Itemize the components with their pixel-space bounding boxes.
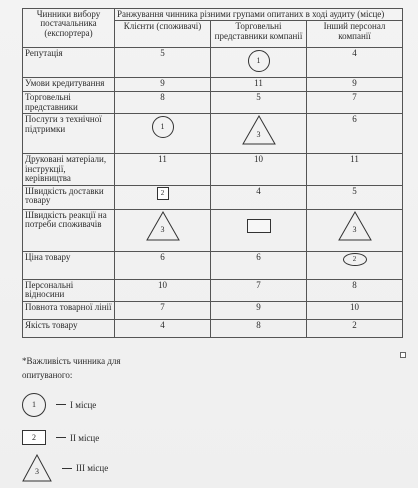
resize-handle-marker: [400, 352, 406, 358]
rank-cell: [307, 319, 403, 337]
factor-cell: Репутація: [23, 48, 115, 78]
square-symbol-icon: 2: [22, 430, 46, 445]
rank-cell: [115, 209, 211, 251]
rank-value: 9: [352, 78, 357, 89]
rank-cell: [115, 114, 211, 154]
factor-cell: Якість товару: [23, 319, 115, 337]
empty-rank-box-icon: [247, 219, 271, 233]
legend-label-third: ІІІ місце: [76, 463, 109, 473]
factor-cell: Торговельні представники: [23, 92, 115, 114]
rank-cell: [211, 251, 307, 279]
legend-label-second: ІІ місце: [70, 432, 100, 443]
rank-cell: [307, 154, 403, 185]
rank-cell: [307, 185, 403, 209]
triangle-symbol-icon: 3: [22, 454, 52, 482]
rank-cell: [307, 48, 403, 78]
table-row: [23, 48, 403, 78]
rank-cell: [115, 251, 211, 279]
rank-cell: [211, 48, 307, 78]
rank-cell: [115, 319, 211, 337]
second-place-square-icon: 2: [157, 187, 169, 200]
legend-item-third: [22, 454, 108, 482]
third-place-triangle-icon: 3: [242, 115, 276, 145]
rank-cell: [115, 185, 211, 209]
first-place-circle-icon: 1: [152, 116, 174, 138]
second-place-oval-icon: 2: [343, 253, 367, 266]
rank-cell: [211, 301, 307, 319]
rank-value: 6: [256, 251, 261, 262]
rank-value: 11: [350, 154, 359, 165]
table-header-row: [23, 9, 403, 21]
legend: [22, 354, 322, 476]
rank-value: 6: [160, 251, 165, 262]
table-row: [23, 154, 403, 185]
corner-header: Чинники вибору постачальника (експортера): [23, 9, 115, 48]
rank-cell: [211, 185, 307, 209]
factor-cell: Персональні відносини: [23, 279, 115, 301]
rank-value: 4: [160, 319, 165, 330]
subheader-clients: Клієнти (споживачі): [115, 21, 211, 48]
subheader-sales-reps: Торговельні представники компанії: [211, 21, 307, 48]
rank-cell: [211, 78, 307, 92]
circle-symbol-icon: 1: [22, 393, 46, 417]
factor-cell: Ціна товару: [23, 251, 115, 279]
table-row: [23, 185, 403, 209]
factor-cell: Швидкість доставки товару: [23, 185, 115, 209]
legend-item-first: [22, 392, 96, 417]
rank-value: 11: [158, 154, 167, 165]
rank-cell: [115, 301, 211, 319]
rank-value: 7: [160, 301, 165, 312]
legend-note-line2: опитуваного:: [22, 370, 73, 381]
rank-value: 4: [352, 48, 357, 59]
rank-value: 5: [160, 48, 165, 59]
rank-cell: [115, 154, 211, 185]
rank-value: 7: [256, 279, 261, 290]
third-place-triangle-icon: 3: [146, 211, 180, 241]
legend-label-first: І місце: [70, 399, 97, 410]
table-row: [23, 251, 403, 279]
rank-cell: [307, 78, 403, 92]
first-place-circle-icon: 1: [248, 50, 270, 72]
rank-value: 4: [256, 185, 261, 196]
rank-cell: [307, 114, 403, 154]
rank-value: 8: [160, 92, 165, 103]
rank-value: 10: [350, 301, 359, 312]
rank-value: 8: [256, 319, 261, 330]
rank-value: 6: [352, 114, 357, 125]
rank-value: 8: [352, 279, 357, 290]
table-row: [23, 301, 403, 319]
rank-cell: [307, 209, 403, 251]
factor-cell: Послуги з технічної підтримки: [23, 114, 115, 154]
rank-cell: [307, 301, 403, 319]
rank-value: 5: [256, 92, 261, 103]
table-row: [23, 209, 403, 251]
rank-cell: [211, 279, 307, 301]
third-place-triangle-icon: 3: [338, 211, 372, 241]
rank-cell: [211, 319, 307, 337]
rank-cell: [307, 92, 403, 114]
rank-cell: [307, 279, 403, 301]
rank-value: 7: [352, 92, 357, 103]
rank-cell: [211, 154, 307, 185]
rank-value: 11: [254, 78, 263, 89]
legend-dash: [56, 404, 66, 405]
table-row: [23, 114, 403, 154]
rank-value: 10: [158, 279, 167, 290]
legend-item-second: [22, 430, 99, 445]
rank-value: 9: [160, 78, 165, 89]
rank-cell: [115, 92, 211, 114]
rank-cell: [211, 92, 307, 114]
legend-dash: [56, 437, 66, 438]
table-row: [23, 78, 403, 92]
rank-cell: [211, 209, 307, 251]
table-row: [23, 279, 403, 301]
rank-value: 10: [254, 154, 263, 165]
table-row: [23, 92, 403, 114]
main-header: Ранжування чинника різними групами опитаних в ході аудиту (місце): [115, 9, 403, 21]
table-body: [23, 48, 403, 337]
ranking-table: [22, 8, 403, 338]
factor-cell: Друковані матеріали, інструкції, керівництва: [23, 154, 115, 185]
rank-cell: [115, 48, 211, 78]
legend-dash: [62, 468, 72, 469]
factor-cell: Умови кредитування: [23, 78, 115, 92]
rank-value: 2: [352, 319, 357, 330]
legend-note-line1: *Важливість чинника для: [22, 356, 121, 366]
rank-value: 5: [352, 185, 357, 196]
factor-cell: Повнота товарної лінії: [23, 301, 115, 319]
rank-cell: [115, 78, 211, 92]
rank-cell: [211, 114, 307, 154]
rank-cell: [115, 279, 211, 301]
factor-cell: Швидкість реакції на потреби споживачів: [23, 209, 115, 251]
subheader-other-staff: Інший персонал компанії: [307, 21, 403, 48]
rank-cell: [307, 251, 403, 279]
rank-value: 9: [256, 301, 261, 312]
table-row: [23, 319, 403, 337]
